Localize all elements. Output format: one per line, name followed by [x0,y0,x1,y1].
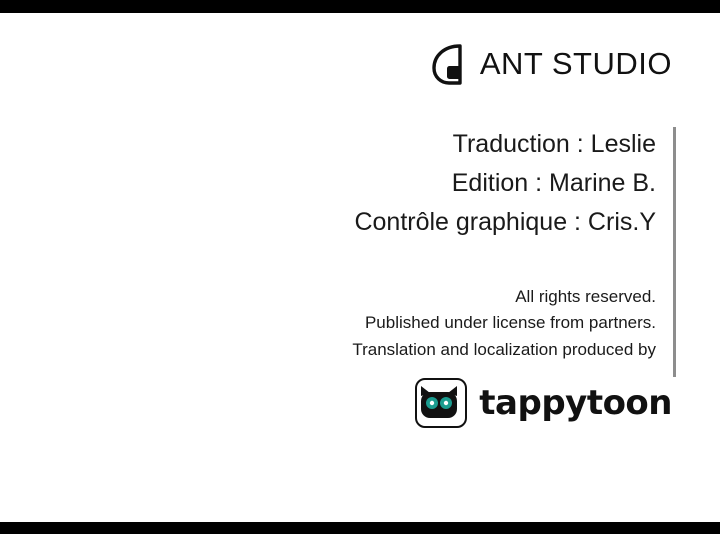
tappytoon-cat-icon [415,378,467,428]
studio-logo-row [430,42,672,86]
credit-line-edition: Edition : Marine B. [451,168,656,197]
rights-block [212,284,672,363]
credit-line-translation: Traduction : Leslie [452,130,656,158]
studio-name: ANT STUDIO [479,46,672,81]
credit-line-graphic-control: Contrôle graphique : Cris.Y [354,207,656,236]
ant-studio-mark-icon [430,42,466,86]
rights-line-localization: Translation and localization produced by [352,339,656,359]
top-black-bar [0,0,720,13]
credits-block [242,125,672,241]
tappytoon-brand-row [415,378,672,428]
credits-vertical-rule [673,127,676,377]
bottom-black-bar [0,522,720,534]
tappytoon-wordmark: tappytoon [479,383,672,423]
rights-line-reserved: All rights reserved. [515,287,656,306]
rights-line-license: Published under license from partners. [364,313,656,333]
